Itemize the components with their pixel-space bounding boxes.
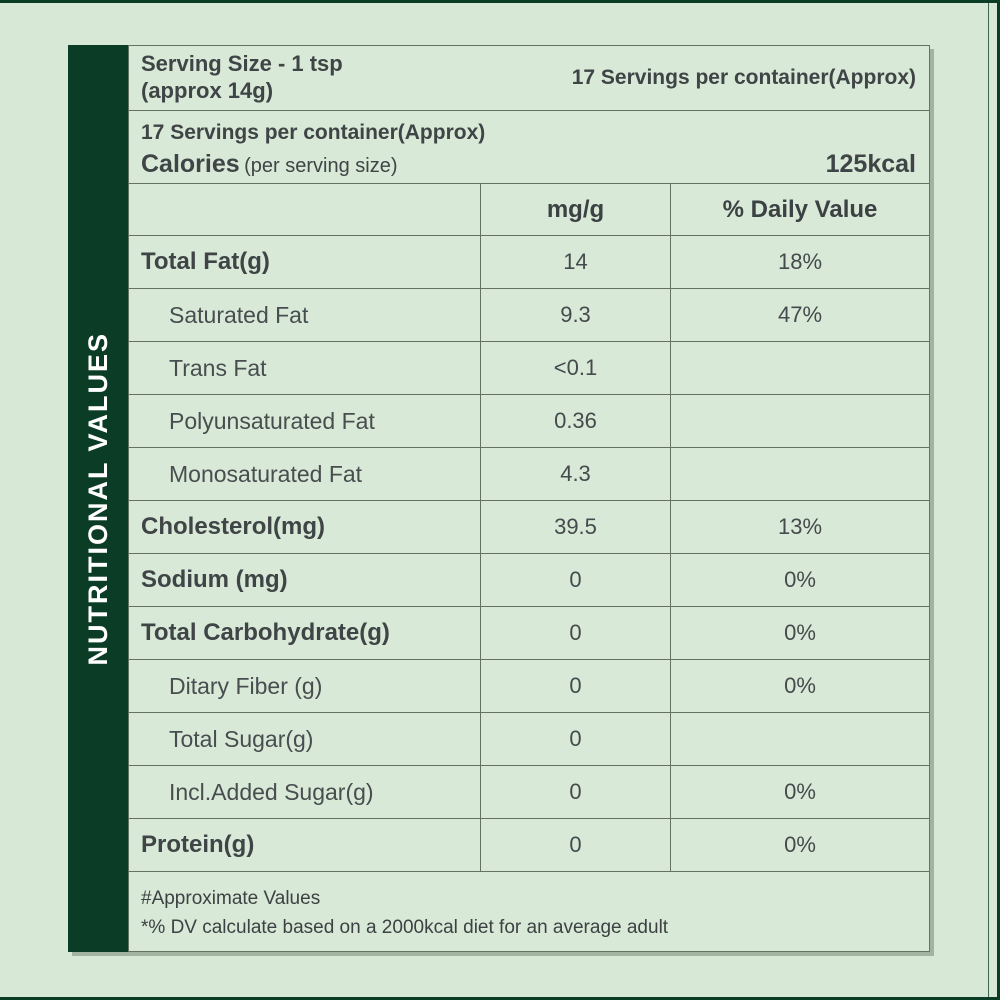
row-dv: 47% (670, 289, 929, 341)
servings-per-container: 17 Servings per container(Approx) (141, 121, 486, 145)
row-amount: 4.3 (480, 448, 670, 500)
header-daily-value: % Daily Value (670, 184, 929, 235)
footnote-dv-basis: *% DV calculate based on a 2000kcal diet for an average adult (141, 917, 669, 939)
row-dv (670, 713, 929, 765)
sidebar-title: NUTRITIONAL VALUES (82, 331, 113, 666)
row-amount: 0 (480, 819, 670, 871)
row-dv: 18% (670, 236, 929, 288)
row-amount: 14 (480, 236, 670, 288)
table-row-dietary-fiber (129, 660, 929, 713)
row-amount: <0.1 (480, 342, 670, 394)
header-amount: mg/g (480, 184, 670, 235)
table-row-total-fat (129, 236, 929, 289)
table-row-saturated-fat (129, 289, 929, 342)
row-amount: 0 (480, 660, 670, 712)
row-label: Polyunsaturated Fat (169, 407, 375, 434)
row-label: Saturated Fat (169, 301, 309, 328)
row-dv: 13% (670, 501, 929, 553)
table-row-trans-fat (129, 342, 929, 395)
nutrition-label (68, 45, 930, 952)
table-row-polyunsaturated-fat (129, 395, 929, 448)
row-label: Ditary Fiber (g) (169, 672, 323, 699)
row-label: Monosaturated Fat (169, 460, 363, 487)
table-row-cholesterol (129, 501, 929, 554)
row-amount: 39.5 (480, 501, 670, 553)
row-label: Total Fat(g) (141, 248, 270, 275)
row-label: Cholesterol(mg) (141, 513, 326, 540)
frame-border-top (0, 0, 1000, 3)
row-dv: 0% (670, 819, 929, 871)
table-row-total-sugar (129, 713, 929, 766)
calories-value: 125kcal (825, 149, 916, 178)
row-amount: 0 (480, 766, 670, 818)
row-dv: 0% (670, 766, 929, 818)
calories-label: Calories (141, 149, 240, 178)
calories-row (141, 150, 916, 179)
row-amount: 9.3 (480, 289, 670, 341)
calories-note: (per serving size) (244, 154, 398, 177)
calories-section (129, 111, 929, 184)
table-row-sodium (129, 554, 929, 607)
serving-size-line2: (approx 14g) (141, 78, 274, 103)
row-label: Incl.Added Sugar(g) (169, 778, 374, 805)
nutrition-table (128, 45, 930, 952)
row-label: Total Carbohydrate(g) (141, 619, 390, 646)
row-amount: 0 (480, 713, 670, 765)
serving-size-text (141, 51, 343, 105)
row-dv (670, 395, 929, 447)
table-row-total-carbohydrate (129, 607, 929, 660)
table-row-monosaturated-fat (129, 448, 929, 501)
row-amount: 0.36 (480, 395, 670, 447)
row-amount: 0 (480, 607, 670, 659)
footnote-approximate: #Approximate Values (141, 888, 321, 909)
row-label: Protein(g) (141, 831, 255, 858)
row-label: Sodium (mg) (141, 566, 288, 593)
footnotes (129, 872, 929, 951)
frame-border-right-inner (988, 0, 989, 1000)
table-row-added-sugar (129, 766, 929, 819)
serving-size-line1: Serving Size - 1 tsp (141, 51, 343, 77)
row-dv: 0% (670, 660, 929, 712)
row-dv: 0% (670, 607, 929, 659)
row-amount: 0 (480, 554, 670, 606)
row-dv: 0% (670, 554, 929, 606)
row-label: Total Sugar(g) (169, 725, 314, 752)
row-dv (670, 448, 929, 500)
row-label: Trans Fat (169, 354, 267, 381)
nutrition-sidebar (68, 45, 128, 952)
table-row-protein (129, 819, 929, 872)
calories-label-group (141, 150, 398, 179)
row-dv (670, 342, 929, 394)
serving-size-row (129, 46, 929, 111)
table-header-row (129, 184, 929, 236)
header-blank-cell (129, 184, 480, 235)
servings-per-container-top: 17 Servings per container(Approx) (571, 66, 916, 89)
